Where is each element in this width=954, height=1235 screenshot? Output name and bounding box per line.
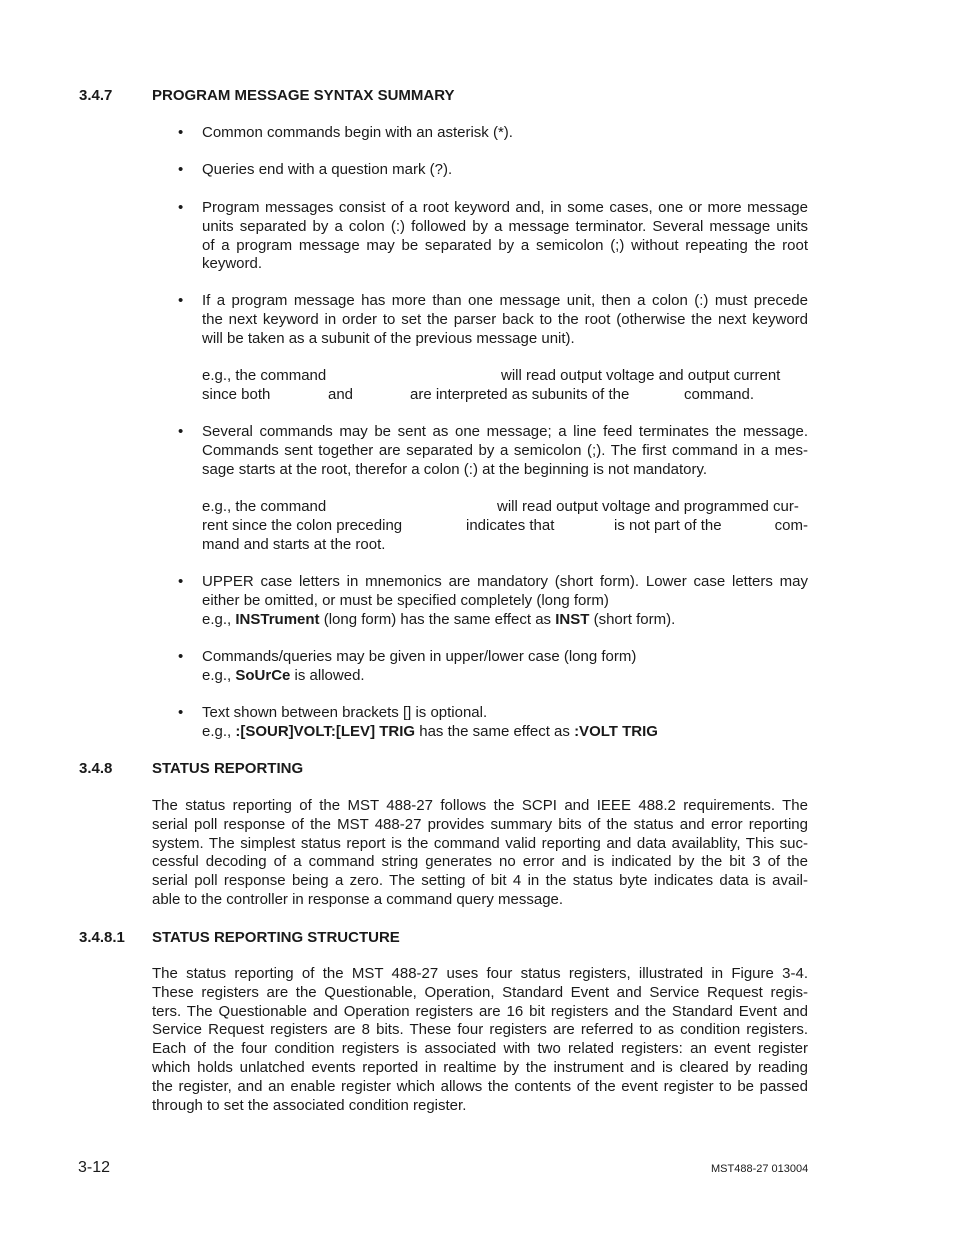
page-number: 3-12 — [78, 1159, 111, 1176]
text-line: able to the controller in response a command query message. — [152, 890, 564, 908]
text-line: keyword. — [202, 255, 263, 273]
section-title: PROGRAM MESSAGE SYNTAX SUMMARY — [152, 87, 455, 104]
bullet-item — [202, 161, 808, 180]
document-id: MST488-27 013004 — [711, 1163, 809, 1175]
text-line — [202, 667, 808, 686]
text-line: serial poll response of the MST 488-27 provides summary bits of the status and error reporting — [152, 815, 808, 833]
section-title: STATUS REPORTING — [152, 760, 304, 777]
text-line: Several commands may be sent as one message; a line feed terminates the message. — [202, 423, 808, 440]
text-line: units separated by a colon (:) followed by a message terminator. Several message units — [202, 217, 808, 235]
bullet-text: Queries end with a question mark (?). — [202, 161, 453, 178]
text-line: The status reporting of the MST 488-27 uses four status registers, illustrated in Figure 3-4. — [152, 965, 808, 982]
bullet-icon: • — [178, 423, 184, 440]
text-fragment: rent since the colon preceding — [202, 517, 403, 534]
text-fragment: e.g., — [202, 610, 232, 628]
text-line — [202, 386, 808, 405]
text-line: through to set the associated condition register. — [152, 1096, 467, 1114]
paragraph-status-reporting — [152, 797, 808, 910]
text-line: The status reporting of the MST 488-27 follows the SCPI and IEEE 488.2 requirements. The — [152, 797, 808, 814]
text-fragment: and — [328, 385, 354, 403]
section-number: 3.4.8.1 — [79, 929, 125, 946]
example-block — [202, 498, 808, 555]
text-line: the next keyword in order to set the parser back to the root (otherwise the next keyword — [202, 310, 808, 328]
keyword: INSTrument — [235, 610, 320, 628]
keyword: SoUrCe — [235, 666, 291, 684]
paragraph-status-structure — [152, 965, 808, 1115]
text-line: mand and starts at the root. — [202, 536, 386, 553]
text-line: sage starts at the root, therefor a colon (:) at the beginning is not mandatory. — [202, 460, 708, 478]
example-block — [202, 367, 808, 405]
text-line: Text shown between brackets [] is optional. — [202, 704, 488, 721]
bullet-item — [202, 573, 808, 629]
text-fragment: e.g., the command — [202, 498, 327, 515]
text-fragment: will read output voltage and programmed cur- — [497, 498, 799, 515]
text-line: the register, and an enable register which allows the contents of the event register to be passed — [152, 1077, 808, 1095]
bullet-text: Common commands begin with an asterisk (*). — [202, 124, 513, 141]
text-line: which holds unlatched events reported in realtime by the instrument and is cleared by reading — [152, 1058, 808, 1076]
bullet-item — [202, 648, 808, 686]
bullet-item — [202, 199, 808, 274]
keyword: :VOLT TRIG — [574, 722, 658, 740]
text-line — [202, 611, 808, 630]
text-line: ters. The Questionable and Operation registers are 16 bit registers and the Standard Event and — [152, 1002, 808, 1020]
text-fragment: (long form) has the same effect as — [323, 610, 552, 628]
section-number: 3.4.7 — [79, 87, 113, 104]
text-line — [202, 517, 808, 536]
text-fragment: indicates that — [466, 517, 555, 534]
text-line — [202, 723, 808, 742]
text-fragment: will read output voltage and output current — [501, 367, 781, 384]
bullet-icon: • — [178, 292, 184, 309]
text-line: UPPER case letters in mnemonics are mandatory (short form). Lower case letters may — [202, 573, 808, 590]
text-line: Commands sent together are separated by a semicolon (;). The first command in a mes- — [202, 441, 808, 459]
text-line: Program messages consist of a root keyword and, in some cases, one or more message — [202, 199, 808, 216]
text-line: serial poll response being a zero. The setting of bit 4 in the status byte indicates data is avail- — [152, 872, 808, 890]
text-line: If a program message has more than one message unit, then a colon (:) must precede — [202, 292, 808, 309]
text-line: These registers are the Questionable, Operation, Standard Event and Service Request regis- — [152, 983, 808, 1001]
keyword: :[SOUR]VOLT:[LEV] TRIG — [235, 722, 416, 740]
text-fragment: command. — [684, 385, 755, 403]
bullet-icon: • — [178, 161, 184, 178]
text-line: Each of the four condition registers is associated with two related registers: an event register — [152, 1040, 808, 1058]
bullet-item — [202, 704, 808, 742]
bullet-icon: • — [178, 199, 184, 216]
bullet-icon: • — [178, 573, 184, 590]
text-line: Commands/queries may be given in upper/lower case (long form) — [202, 648, 637, 665]
text-fragment: e.g., — [202, 666, 232, 684]
bullet-icon: • — [178, 124, 184, 141]
text-line — [202, 498, 808, 517]
text-fragment: is allowed. — [294, 666, 365, 684]
keyword: INST — [555, 610, 590, 628]
text-fragment: e.g., the command — [202, 367, 327, 384]
text-fragment: (short form). — [593, 610, 676, 628]
text-line: either be omitted, or must be specified completely (long form) — [202, 591, 609, 609]
text-line: system. The simplest status report is the command valid reporting and data availablity, This suc- — [152, 834, 808, 852]
text-fragment: has the same effect as — [419, 722, 570, 740]
section-number: 3.4.8 — [79, 760, 113, 777]
bullet-item — [202, 292, 808, 348]
bullet-item — [202, 124, 808, 143]
section-title: STATUS REPORTING STRUCTURE — [152, 929, 400, 946]
bullet-item — [202, 423, 808, 479]
text-fragment: are interpreted as subunits of the — [410, 385, 630, 403]
text-line — [202, 367, 808, 386]
text-line: Service Request registers are 8 bits. These four registers are referred to as condition registers. — [152, 1021, 808, 1039]
text-fragment: since both — [202, 385, 271, 403]
text-line: will be taken as a subunit of the previous message unit). — [202, 329, 575, 347]
text-fragment: is not part of the — [614, 517, 722, 534]
text-line: cessful decoding of a command string generates no error and is indicated by the bit 3 of the — [152, 853, 808, 871]
text-line: of a program message may be separated by a semicolon (;) without repeating the root — [202, 236, 808, 254]
text-fragment: e.g., — [202, 722, 232, 740]
bullet-icon: • — [178, 648, 184, 665]
text-fragment: com- — [774, 517, 808, 534]
bullet-icon: • — [178, 704, 184, 721]
